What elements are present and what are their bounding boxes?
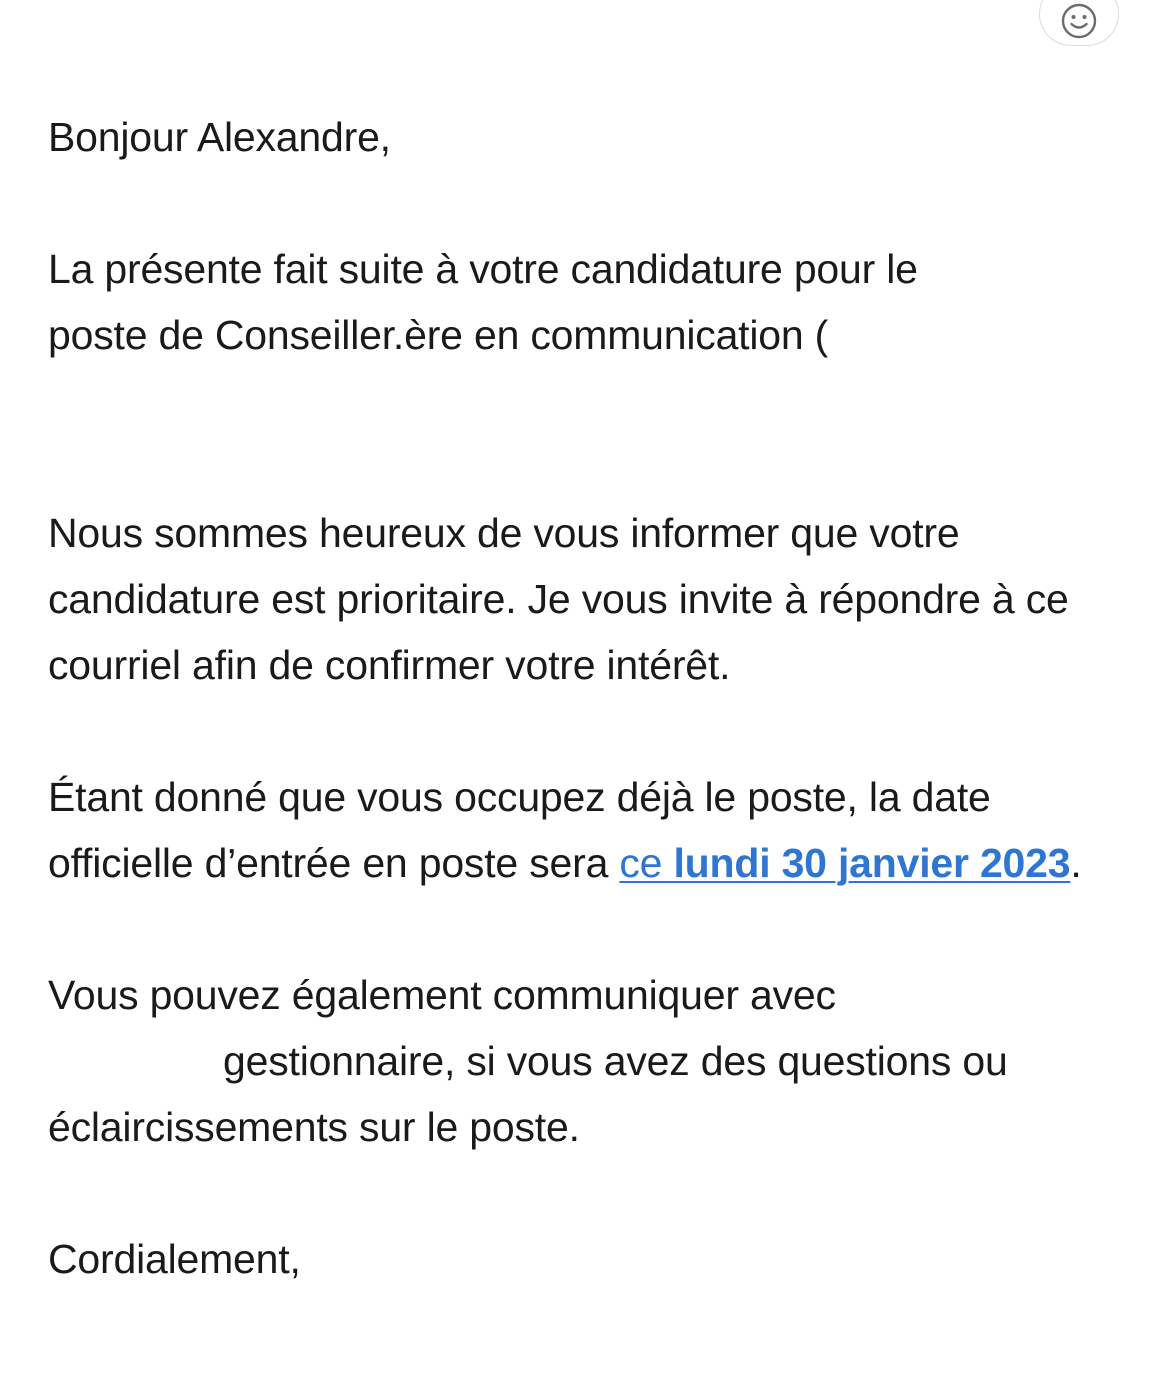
paragraph-4-text-cont: gestionnaire, si vous avez des questions ou éclaircissements sur le poste. <box>48 1038 1008 1150</box>
start-date-link[interactable] <box>619 840 1070 886</box>
smiley-icon <box>1060 2 1098 40</box>
redacted-text <box>828 319 948 349</box>
start-date-link-date: lundi 30 janvier 2023 <box>673 840 1071 886</box>
email-closing: Cordialement, <box>48 1236 301 1282</box>
paragraph-1-line-2: poste de Conseiller.ère en communication ( <box>48 312 829 358</box>
start-date-link-prefix: ce <box>619 840 674 886</box>
redacted-name-cont <box>48 1045 223 1075</box>
redacted-name <box>847 979 877 1009</box>
email-body <box>48 104 1138 1292</box>
email-paragraph-2: Nous sommes heureux de vous informer que votre candidature est prioritaire. Je vous invite à répondre à ce courriel afin de confirmer votre intérêt. <box>48 510 1069 688</box>
email-paragraph-4 <box>48 962 1138 1160</box>
email-greeting: Bonjour Alexandre, <box>48 114 391 160</box>
paragraph-4-text: Vous pouvez également communiquer avec <box>48 972 848 1018</box>
paragraph-3-text: Étant donné que vous occupez déjà le poste, la date officielle d’entrée en poste sera <box>48 774 991 886</box>
paragraph-3-period: . <box>1070 840 1082 886</box>
redacted-line <box>48 368 1138 398</box>
email-paragraph-3 <box>48 764 1138 896</box>
add-reaction-button[interactable] <box>1039 0 1119 46</box>
email-paragraph-1 <box>48 236 1138 368</box>
paragraph-1-line-1: La présente fait suite à votre candidature pour le <box>48 246 918 292</box>
